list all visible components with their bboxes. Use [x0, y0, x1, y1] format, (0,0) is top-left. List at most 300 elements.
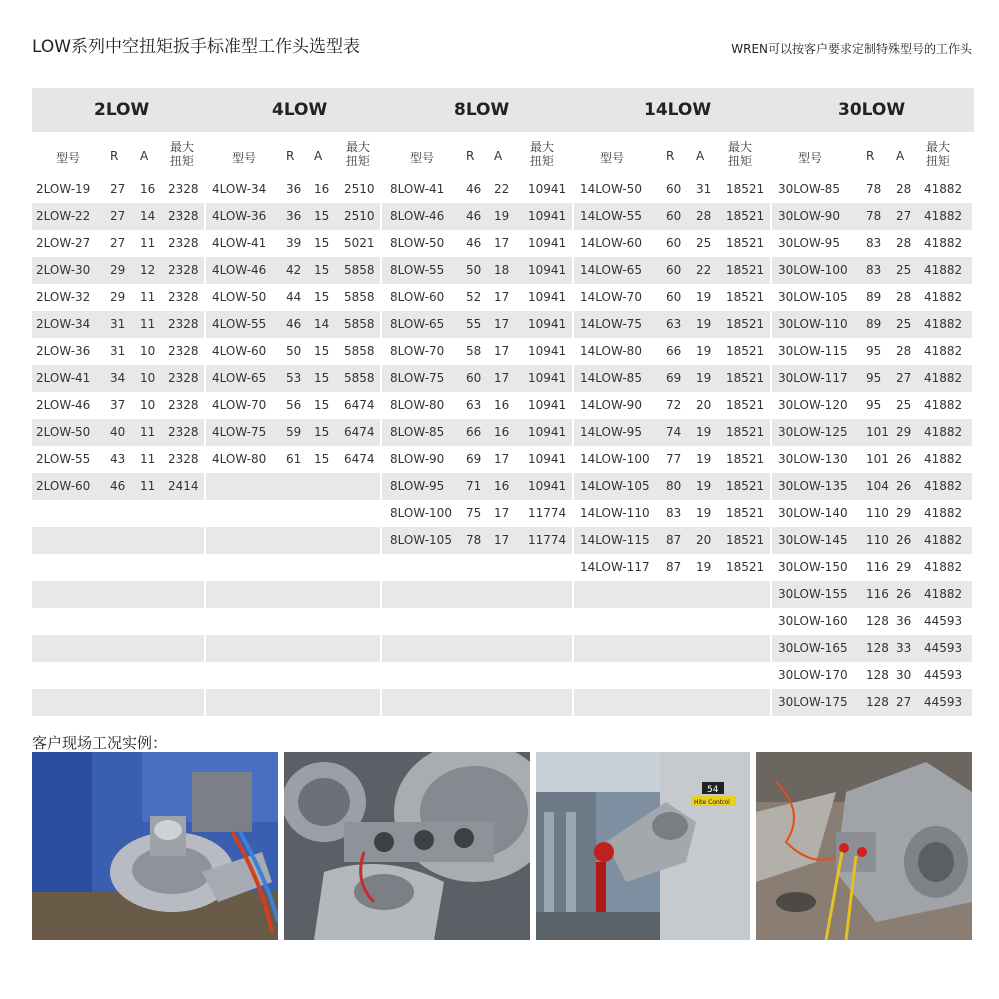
cell-r: 60	[666, 263, 682, 277]
cell-r: 40	[110, 425, 126, 439]
cell-max-torque: 10941	[528, 452, 567, 466]
table-row	[206, 554, 380, 581]
cell-max-torque: 10941	[528, 182, 567, 196]
cell-model: 30LOW-115	[778, 344, 848, 358]
cell-max-torque: 2414	[168, 479, 199, 493]
table-row	[382, 635, 572, 662]
cell-a: 26	[896, 452, 912, 466]
table-row	[574, 662, 770, 689]
table-row	[32, 338, 204, 365]
cell-a: 20	[696, 398, 712, 412]
cell-model: 30LOW-117	[778, 371, 848, 385]
cell-r: 29	[110, 263, 126, 277]
table-row	[772, 635, 972, 662]
table-row	[574, 608, 770, 635]
cell-model: 4LOW-60	[212, 344, 267, 358]
cell-model: 4LOW-55	[212, 317, 267, 331]
cell-model: 14LOW-95	[580, 425, 642, 439]
cell-max-torque: 10941	[528, 398, 567, 412]
cell-a: 19	[696, 317, 712, 331]
cell-max-torque: 18521	[726, 371, 765, 385]
cell-a: 19	[696, 425, 712, 439]
table-row	[574, 635, 770, 662]
cell-a: 36	[896, 614, 912, 628]
cell-model: 8LOW-60	[390, 290, 445, 304]
cell-model: 8LOW-95	[390, 479, 445, 493]
cell-model: 4LOW-36	[212, 209, 267, 223]
cell-a: 15	[314, 371, 330, 385]
cell-a: 19	[696, 560, 712, 574]
cell-a: 15	[314, 425, 330, 439]
table-row	[574, 419, 770, 446]
cell-a: 19	[696, 344, 712, 358]
table-row	[32, 527, 204, 554]
col-header-r: R	[110, 149, 119, 163]
table-row	[32, 446, 204, 473]
cell-model: 14LOW-65	[580, 263, 642, 277]
cell-model: 2LOW-19	[36, 182, 91, 196]
cell-a: 10	[140, 398, 156, 412]
cell-max-torque: 2328	[168, 371, 199, 385]
site-photo-2	[284, 752, 530, 940]
cell-r: 39	[286, 236, 302, 250]
table-row	[206, 338, 380, 365]
cell-model: 2LOW-46	[36, 398, 91, 412]
cell-model: 8LOW-70	[390, 344, 445, 358]
cell-model: 30LOW-175	[778, 695, 848, 709]
cell-max-torque: 41882	[924, 182, 963, 196]
cell-a: 17	[494, 290, 510, 304]
column-header-row	[574, 140, 770, 176]
cell-a: 22	[696, 263, 712, 277]
table-group-2low	[32, 140, 204, 718]
table-row	[32, 230, 204, 257]
cell-r: 27	[110, 236, 126, 250]
cell-r: 110	[866, 533, 889, 547]
table-row	[382, 608, 572, 635]
cell-a: 15	[314, 344, 330, 358]
table-row	[574, 473, 770, 500]
cell-model: 4LOW-34	[212, 182, 267, 196]
cell-max-torque: 18521	[726, 506, 765, 520]
cell-model: 2LOW-34	[36, 317, 91, 331]
column-header-row	[32, 140, 204, 176]
table-row	[574, 527, 770, 554]
cell-model: 8LOW-46	[390, 209, 445, 223]
cell-r: 128	[866, 668, 889, 682]
cell-a: 12	[140, 263, 156, 277]
cell-a: 26	[896, 587, 912, 601]
cell-r: 63	[666, 317, 682, 331]
cell-a: 28	[896, 344, 912, 358]
cell-a: 17	[494, 452, 510, 466]
cell-r: 66	[666, 344, 682, 358]
cell-model: 14LOW-117	[580, 560, 650, 574]
table-row	[772, 257, 972, 284]
table-row	[206, 662, 380, 689]
series-header-2low: 2LOW	[94, 100, 150, 120]
series-header-4low: 4LOW	[272, 100, 328, 120]
table-row	[32, 581, 204, 608]
site-photo-4	[756, 752, 972, 940]
table-row	[574, 500, 770, 527]
cell-r: 95	[866, 398, 882, 412]
cell-max-torque: 11774	[528, 506, 567, 520]
cell-max-torque: 10941	[528, 479, 567, 493]
col-header-r: R	[866, 149, 875, 163]
table-row	[32, 473, 204, 500]
cell-a: 28	[696, 209, 712, 223]
cell-r: 44	[286, 290, 302, 304]
cell-a: 14	[314, 317, 330, 331]
cell-max-torque: 41882	[924, 560, 963, 574]
cell-model: 14LOW-105	[580, 479, 650, 493]
cell-r: 75	[466, 506, 482, 520]
table-group-14low	[574, 140, 770, 718]
table-row	[382, 527, 572, 554]
table-row	[772, 473, 972, 500]
cell-r: 50	[286, 344, 302, 358]
cell-max-torque: 5858	[344, 290, 375, 304]
cell-model: 8LOW-90	[390, 452, 445, 466]
table-row	[574, 338, 770, 365]
cell-max-torque: 2328	[168, 452, 199, 466]
cell-max-torque: 10941	[528, 236, 567, 250]
cell-model: 8LOW-65	[390, 317, 445, 331]
table-row	[772, 203, 972, 230]
cell-max-torque: 44593	[924, 641, 963, 655]
series-header-14low: 14LOW	[644, 100, 712, 120]
cell-model: 4LOW-70	[212, 398, 267, 412]
cell-max-torque: 41882	[924, 425, 963, 439]
cell-max-torque: 41882	[924, 398, 963, 412]
table-group-8low	[382, 140, 572, 718]
cell-model: 2LOW-36	[36, 344, 91, 358]
cell-a: 27	[896, 695, 912, 709]
table-row	[32, 311, 204, 338]
table-row	[382, 581, 572, 608]
table-row	[772, 392, 972, 419]
cell-a: 11	[140, 317, 156, 331]
table-row	[574, 257, 770, 284]
table-row	[32, 419, 204, 446]
cell-a: 15	[314, 290, 330, 304]
cell-r: 31	[110, 317, 126, 331]
cell-max-torque: 41882	[924, 371, 963, 385]
cell-r: 80	[666, 479, 682, 493]
table-row	[206, 257, 380, 284]
table-row	[574, 581, 770, 608]
table-row	[206, 311, 380, 338]
cell-model: 8LOW-41	[390, 182, 445, 196]
cell-model: 14LOW-50	[580, 182, 642, 196]
table-row	[772, 284, 972, 311]
col-header-model: 型号	[232, 151, 257, 165]
series-header-8low: 8LOW	[454, 100, 510, 120]
table-row	[32, 284, 204, 311]
cell-r: 27	[110, 182, 126, 196]
cell-max-torque: 18521	[726, 560, 765, 574]
cell-r: 60	[666, 236, 682, 250]
cell-a: 11	[140, 479, 156, 493]
table-row	[206, 473, 380, 500]
table-row	[772, 554, 972, 581]
cell-r: 95	[866, 371, 882, 385]
cell-max-torque: 41882	[924, 263, 963, 277]
cell-max-torque: 5021	[344, 236, 375, 250]
table-row	[206, 419, 380, 446]
cell-a: 29	[896, 506, 912, 520]
cell-max-torque: 11774	[528, 533, 567, 547]
table-row	[772, 230, 972, 257]
series-header-bar	[32, 88, 974, 132]
cell-a: 10	[140, 371, 156, 385]
cell-r: 69	[466, 452, 482, 466]
table-row	[206, 446, 380, 473]
cell-a: 15	[314, 263, 330, 277]
cell-r: 46	[466, 209, 482, 223]
cell-r: 89	[866, 317, 882, 331]
cell-max-torque: 18521	[726, 533, 765, 547]
cell-max-torque: 41882	[924, 479, 963, 493]
cell-model: 2LOW-60	[36, 479, 91, 493]
table-row	[206, 230, 380, 257]
cell-a: 11	[140, 290, 156, 304]
table-row	[382, 473, 572, 500]
cell-a: 14	[140, 209, 156, 223]
table-row	[382, 365, 572, 392]
table-row	[574, 554, 770, 581]
cell-r: 101	[866, 452, 889, 466]
table-row	[32, 176, 204, 203]
cell-max-torque: 2328	[168, 236, 199, 250]
cell-a: 16	[494, 479, 510, 493]
col-header-r: R	[666, 149, 675, 163]
cell-model: 30LOW-95	[778, 236, 840, 250]
cell-max-torque: 18521	[726, 452, 765, 466]
cell-model: 2LOW-22	[36, 209, 91, 223]
cell-a: 19	[494, 209, 510, 223]
cell-a: 27	[896, 371, 912, 385]
table-row	[32, 500, 204, 527]
table-row	[382, 689, 572, 716]
table-row	[382, 257, 572, 284]
cell-r: 87	[666, 560, 682, 574]
table-row	[206, 608, 380, 635]
cell-max-torque: 2328	[168, 182, 199, 196]
table-row	[32, 635, 204, 662]
table-row	[206, 581, 380, 608]
cell-model: 30LOW-125	[778, 425, 848, 439]
cell-max-torque: 10941	[528, 344, 567, 358]
cell-r: 110	[866, 506, 889, 520]
cell-r: 83	[866, 263, 882, 277]
series-header-30low: 30LOW	[838, 100, 906, 120]
cell-max-torque: 44593	[924, 695, 963, 709]
cell-a: 15	[314, 398, 330, 412]
cell-max-torque: 41882	[924, 587, 963, 601]
cell-a: 17	[494, 506, 510, 520]
cell-model: 30LOW-105	[778, 290, 848, 304]
cell-max-torque: 18521	[726, 425, 765, 439]
cell-model: 2LOW-41	[36, 371, 91, 385]
cell-r: 66	[466, 425, 482, 439]
cell-a: 16	[494, 425, 510, 439]
cell-model: 14LOW-55	[580, 209, 642, 223]
page-title: LOW系列中空扭矩扳手标准型工作头选型表	[32, 37, 361, 57]
table-row	[772, 500, 972, 527]
table-row	[32, 662, 204, 689]
cell-r: 89	[866, 290, 882, 304]
cell-r: 31	[110, 344, 126, 358]
cell-a: 17	[494, 533, 510, 547]
cell-max-torque: 41882	[924, 533, 963, 547]
cell-max-torque: 2328	[168, 398, 199, 412]
cell-max-torque: 18521	[726, 344, 765, 358]
table-row	[32, 608, 204, 635]
cell-r: 78	[866, 182, 882, 196]
cell-model: 4LOW-80	[212, 452, 267, 466]
cell-a: 15	[314, 236, 330, 250]
cell-r: 72	[666, 398, 682, 412]
table-row	[382, 392, 572, 419]
site-photo-3	[536, 752, 750, 940]
cell-model: 30LOW-140	[778, 506, 848, 520]
cell-r: 27	[110, 209, 126, 223]
cell-r: 63	[466, 398, 482, 412]
cell-model: 2LOW-32	[36, 290, 91, 304]
cell-model: 8LOW-105	[390, 533, 452, 547]
col-header-r: R	[286, 149, 295, 163]
table-row	[206, 527, 380, 554]
cell-r: 78	[866, 209, 882, 223]
cell-a: 28	[896, 182, 912, 196]
cell-r: 128	[866, 695, 889, 709]
table-row	[772, 689, 972, 716]
table-row	[772, 527, 972, 554]
cell-a: 29	[896, 425, 912, 439]
cell-max-torque: 18521	[726, 236, 765, 250]
cell-a: 11	[140, 452, 156, 466]
table-row	[772, 365, 972, 392]
cell-a: 26	[896, 533, 912, 547]
cell-a: 15	[314, 452, 330, 466]
cell-model: 2LOW-50	[36, 425, 91, 439]
cell-max-torque: 41882	[924, 236, 963, 250]
cell-model: 30LOW-170	[778, 668, 848, 682]
cell-model: 14LOW-85	[580, 371, 642, 385]
cell-model: 8LOW-85	[390, 425, 445, 439]
cell-a: 16	[140, 182, 156, 196]
cell-max-torque: 18521	[726, 398, 765, 412]
cell-r: 43	[110, 452, 126, 466]
cell-a: 30	[896, 668, 912, 682]
cell-a: 31	[696, 182, 712, 196]
cell-model: 30LOW-150	[778, 560, 848, 574]
cell-model: 14LOW-100	[580, 452, 650, 466]
table-row	[206, 689, 380, 716]
cell-model: 2LOW-55	[36, 452, 91, 466]
cell-max-torque: 5858	[344, 371, 375, 385]
cell-a: 19	[696, 452, 712, 466]
cell-a: 19	[696, 506, 712, 520]
cell-model: 4LOW-65	[212, 371, 267, 385]
cell-r: 78	[466, 533, 482, 547]
cell-r: 50	[466, 263, 482, 277]
cell-model: 14LOW-90	[580, 398, 642, 412]
cell-max-torque: 41882	[924, 317, 963, 331]
cell-max-torque: 41882	[924, 209, 963, 223]
cell-a: 25	[896, 263, 912, 277]
photo-tag-number: 54	[707, 785, 719, 795]
cell-max-torque: 18521	[726, 479, 765, 493]
table-row	[772, 176, 972, 203]
table-row	[32, 257, 204, 284]
cell-r: 60	[466, 371, 482, 385]
cell-r: 58	[466, 344, 482, 358]
cell-max-torque: 10941	[528, 209, 567, 223]
cell-r: 55	[466, 317, 482, 331]
cell-max-torque: 10941	[528, 263, 567, 277]
table-row	[206, 635, 380, 662]
column-header-row	[382, 140, 572, 176]
table-row	[32, 689, 204, 716]
cell-model: 4LOW-46	[212, 263, 267, 277]
table-group-30low	[772, 140, 972, 718]
cell-max-torque: 44593	[924, 668, 963, 682]
table-row	[382, 500, 572, 527]
cell-a: 26	[896, 479, 912, 493]
cell-a: 19	[696, 290, 712, 304]
cell-model: 8LOW-55	[390, 263, 445, 277]
cell-a: 11	[140, 425, 156, 439]
cell-r: 95	[866, 344, 882, 358]
cell-r: 60	[666, 290, 682, 304]
table-row	[206, 392, 380, 419]
cell-a: 15	[314, 209, 330, 223]
table-row	[206, 176, 380, 203]
cell-model: 8LOW-75	[390, 371, 445, 385]
cell-r: 69	[666, 371, 682, 385]
cell-max-torque: 2510	[344, 209, 375, 223]
cell-r: 36	[286, 182, 302, 196]
cell-a: 17	[494, 236, 510, 250]
cell-r: 61	[286, 452, 302, 466]
cell-r: 46	[466, 182, 482, 196]
cell-max-torque: 6474	[344, 452, 375, 466]
photo-tag-text: Hite Control	[694, 799, 730, 806]
cell-max-torque: 41882	[924, 290, 963, 304]
col-header-a: A	[314, 149, 323, 163]
col-header-max-torque: 最大 扭矩	[170, 140, 195, 168]
cell-r: 52	[466, 290, 482, 304]
cell-r: 77	[666, 452, 682, 466]
cell-model: 8LOW-100	[390, 506, 452, 520]
table-row	[32, 365, 204, 392]
cell-r: 60	[666, 182, 682, 196]
cell-a: 19	[696, 479, 712, 493]
cell-model: 30LOW-155	[778, 587, 848, 601]
cell-max-torque: 41882	[924, 506, 963, 520]
table-row	[574, 230, 770, 257]
custom-note: WREN可以按客户要求定制特殊型号的工作头	[731, 42, 972, 56]
cell-r: 101	[866, 425, 889, 439]
cell-r: 46	[110, 479, 126, 493]
cell-model: 30LOW-165	[778, 641, 848, 655]
cell-a: 18	[494, 263, 510, 277]
table-row	[574, 446, 770, 473]
cell-a: 28	[896, 290, 912, 304]
